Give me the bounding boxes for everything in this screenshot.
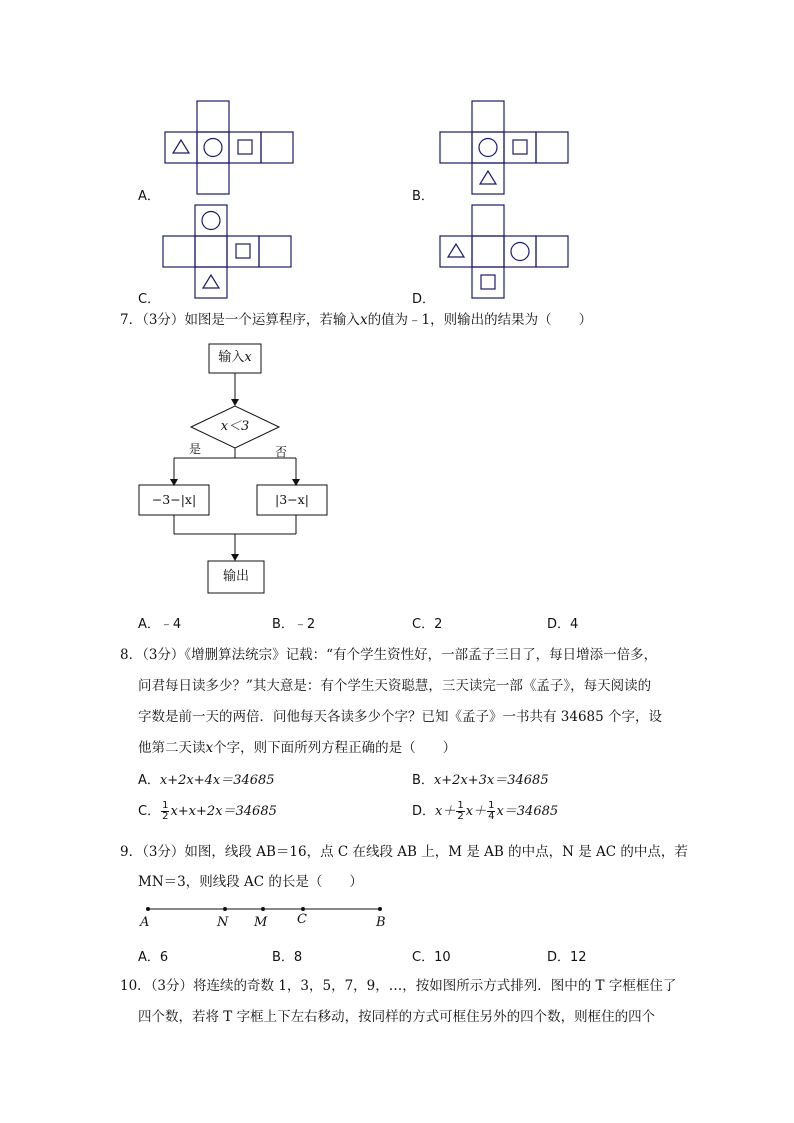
fraction-1	[456, 801, 464, 822]
q7-option-d-value: 4	[570, 617, 579, 632]
fraction-2	[487, 801, 495, 822]
question-8-line-1	[120, 646, 657, 664]
q7-option-a-value: ﹣4	[159, 617, 182, 632]
flow-input-box	[209, 349, 261, 367]
letter: D．	[547, 950, 571, 965]
option-d-label[interactable]: D．	[412, 292, 436, 307]
q7-option-c-value: 2	[434, 617, 443, 632]
stem-text-2: 的值为﹣1，则输出的结果为（ ）	[367, 312, 593, 328]
numerator: 1	[457, 800, 464, 811]
flow-input-text: 输入	[218, 350, 245, 365]
q9-option-d[interactable]	[547, 946, 587, 965]
text: x+2x+4x＝34685	[159, 773, 275, 788]
text-pre: x＋	[435, 804, 456, 819]
flow-yes-label: 是	[189, 442, 202, 456]
line-text: 他第二天读	[138, 740, 206, 756]
point-m-label: M	[254, 915, 268, 930]
flow-input-var: x	[244, 350, 252, 365]
question-score: （3分）	[142, 312, 185, 328]
question-number: 10．	[120, 978, 151, 994]
segment-diagram	[140, 900, 400, 934]
q7-option-a[interactable]	[138, 613, 181, 632]
letter: A．	[138, 773, 160, 788]
q7-option-b-value: ﹣2	[293, 617, 316, 632]
q9-option-b[interactable]	[272, 946, 302, 965]
q8-option-d[interactable]	[412, 800, 558, 822]
q8-option-a[interactable]	[138, 769, 275, 788]
q7-option-d[interactable]	[547, 613, 578, 632]
q7-option-d-letter: D．	[547, 617, 571, 632]
q7-option-a-letter: A．	[138, 617, 160, 632]
net-option-c	[162, 204, 292, 300]
q9-option-c[interactable]	[412, 946, 451, 965]
letter: C．	[138, 804, 161, 819]
numerator: 1	[488, 800, 495, 811]
q8-option-b[interactable]	[412, 769, 549, 788]
point-b-label: B	[376, 915, 386, 930]
line-text: （3分）如图，线段 AB＝16，点 C 在线段 AB 上，M 是 AB 的中点，N 是 AC 的中点，若	[142, 844, 688, 860]
question-number: 9．	[120, 844, 143, 860]
line-text: （3分）《增删算法统宗》记载：“有个学生资性好，一部孟子三日了，每日增添一倍多，	[142, 647, 658, 663]
question-7-stem	[120, 311, 592, 329]
q7-option-c[interactable]	[412, 613, 442, 632]
q7-option-b-letter: B．	[272, 617, 294, 632]
flow-right-box: |3−x|	[275, 492, 309, 507]
option-b-label[interactable]: B．	[412, 189, 434, 204]
question-8-line-3: 字数是前一天的两倍．问他每天各读多少个字？已知《孟子》一书共有 34685 个字，设	[138, 709, 663, 725]
flow-left-box: −3−|x|	[151, 492, 197, 507]
question-number: 7．	[120, 312, 143, 328]
text-mid: x＋	[465, 804, 487, 819]
flow-no-label: 否	[275, 445, 288, 459]
q8-option-c[interactable]	[138, 800, 277, 822]
point-a-label: A	[140, 915, 150, 930]
flow-output-box: 输出	[222, 569, 249, 584]
question-9-line-1	[120, 843, 688, 861]
letter: D．	[412, 804, 436, 819]
stem-var: x	[359, 312, 368, 328]
text: x+2x+3x＝34685	[433, 773, 549, 788]
letter: A．	[138, 950, 160, 965]
flow-condition: x＜3	[220, 419, 250, 434]
net-option-a	[164, 100, 294, 196]
point-n-label: N	[217, 915, 229, 930]
stem-text: 如图是一个运算程序，若输入	[184, 312, 360, 328]
question-number: 8．	[120, 647, 143, 663]
q7-option-c-letter: C．	[412, 617, 435, 632]
value: 10	[434, 950, 451, 965]
value: 8	[293, 950, 303, 965]
question-10-line-1	[120, 977, 676, 995]
value: 12	[570, 950, 587, 965]
question-10-line-2: 四个数，若将 T 字框上下左右移动，按同样的方式可框住另外的四个数，则框住的四个	[138, 1009, 656, 1025]
net-option-d	[439, 204, 569, 300]
letter: C．	[412, 950, 435, 965]
point-c-label: C	[297, 912, 307, 927]
text: x＝34685	[496, 804, 559, 819]
denominator: 4	[488, 811, 495, 822]
fraction	[161, 801, 169, 822]
value: 6	[159, 950, 169, 965]
letter: B．	[412, 773, 434, 788]
q7-option-b[interactable]	[272, 613, 315, 632]
numerator: 1	[162, 800, 169, 811]
denominator: 2	[457, 811, 464, 822]
question-8-line-2: 问君每日读多少？”其大意是：有个学生天资聪慧，三天读完一部《孟子》，每天阅读的	[138, 678, 652, 694]
question-8-line-4	[138, 739, 456, 757]
option-a-label[interactable]: A．	[138, 189, 160, 204]
line-var: x	[205, 740, 214, 756]
net-option-b	[439, 100, 569, 196]
option-c-label[interactable]: C．	[138, 292, 161, 307]
flowchart	[135, 343, 335, 598]
question-9-line-2: MN＝3，则线段 AC 的长是（ ）	[138, 874, 363, 890]
line-text-2: 个字，则下面所列方程正确的是（ ）	[213, 740, 457, 756]
line-text: （3分）将连续的奇数 1，3，5，7，9，…，按如图所示方式排列．图中的 T 字框框住了	[150, 978, 677, 994]
q9-option-a[interactable]	[138, 946, 168, 965]
denominator: 2	[162, 811, 169, 822]
letter: B．	[272, 950, 294, 965]
text: x+x+2x＝34685	[170, 804, 277, 819]
